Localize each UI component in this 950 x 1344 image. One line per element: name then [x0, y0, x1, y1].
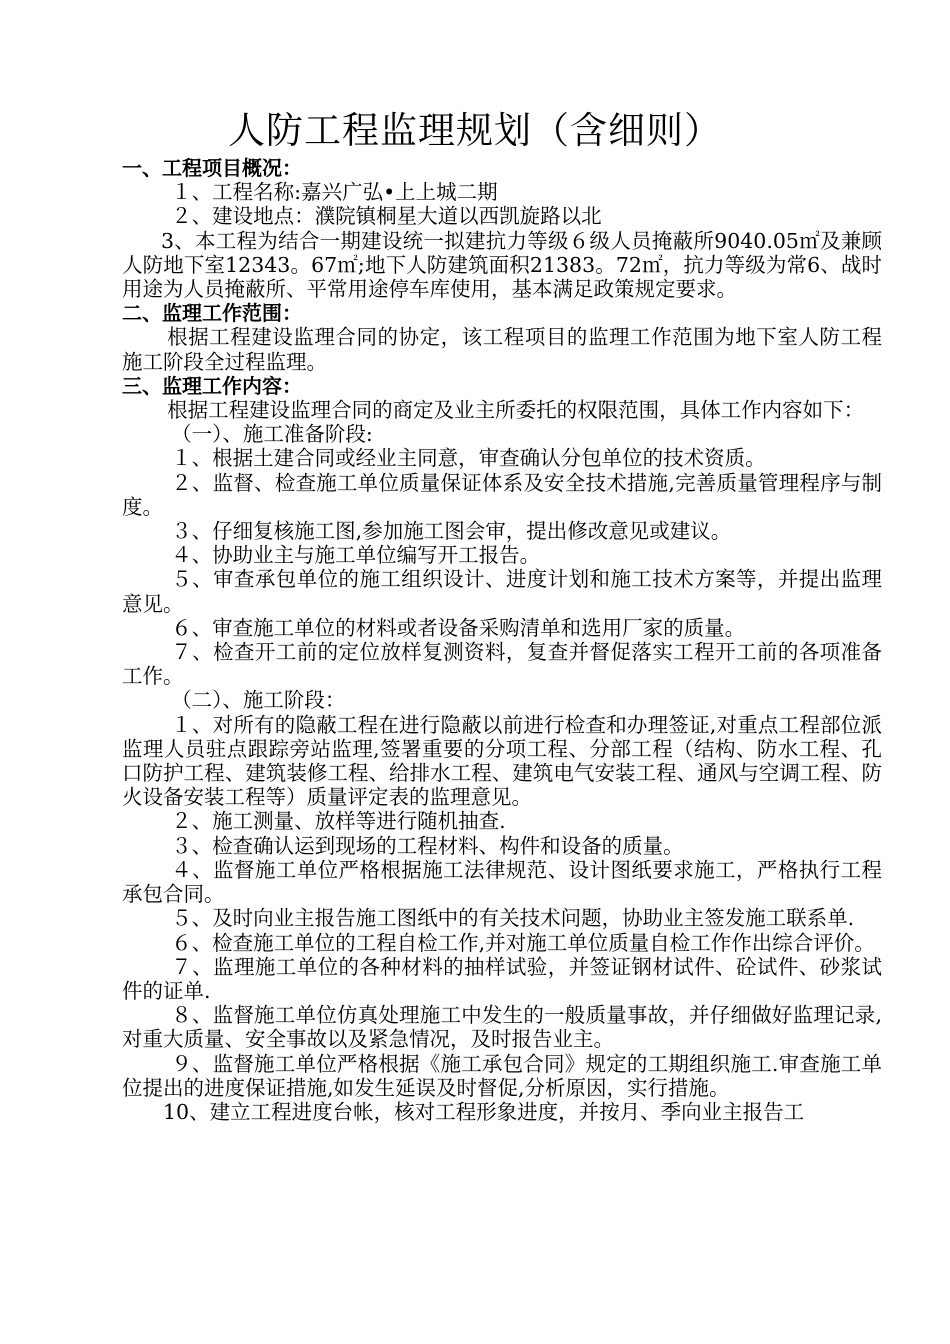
list-item: ５、审查承包单位的施工组织设计、进度计划和施工技术方案等，并提出监理意见。 — [122, 567, 882, 616]
paragraph: ２、建设地点：濮院镇桐星大道以西凯旋路以北 — [171, 204, 602, 229]
list-item: ７、检查开工前的定位放样复测资料，复查并督促落实工程开工前的各项准备工作。 — [122, 640, 882, 689]
paragraph: １、工程名称:嘉兴广弘•上上城二期 — [171, 180, 498, 205]
list-item: ９、监督施工单位严格根据《施工承包合同》规定的工期组织施工.审查施工单位提出的进度保证措施,如发生延误及时督促,分析原因，实行措施。 — [122, 1051, 882, 1100]
list-item: ７、监理施工单位的各种材料的抽样试验，并签证钢材试件、砼试件、砂浆试件的证单. — [122, 954, 882, 1003]
paragraph: 根据工程建设监理合同的协定，该工程项目的监理工作范围为地下室人防工程施工阶段全过程监理。 — [122, 325, 882, 374]
paragraph: 3、本工程为结合一期建设统一拟建抗力等级６级人员掩蔽所9040.05㎡及兼顾人防地下室12343。67㎡;地下人防建筑面积21383。72㎡，抗力等级为常6、战时用途为人员掩蔽所、平常用途停车库使用，基本满足政策规定要求。 — [122, 228, 882, 302]
document-body — [122, 156, 882, 1124]
list-item: １、对所有的隐蔽工程在进行隐蔽以前进行检查和办理签证,对重点工程部位派监理人员驻点跟踪旁站监理,签署重要的分项工程、分部工程（结构、防水工程、孔口防护工程、建筑装修工程、给排水工程、建筑电气安装工程、通风与空调工程、防火设备安装工程等）质量评定表的监理意见。 — [122, 712, 882, 810]
list-item: ８、监督施工单位仿真处理施工中发生的一般质量事故，并仔细做好监理记录,对重大质量、安全事故以及紧急情况，及时报告业主。 — [122, 1003, 882, 1052]
section-heading-scope: 二、监理工作范围： — [122, 301, 302, 326]
list-item: ２、监督、检查施工单位质量保证体系及安全技术措施,完善质量管理程序与制度。 — [122, 470, 882, 519]
paragraph: 根据工程建设监理合同的商定及业主所委托的权限范围，具体工作内容如下： — [167, 398, 865, 423]
section-heading-overview: 一、工程项目概况： — [122, 156, 302, 180]
list-item: ３、检查确认运到现场的工程材料、构件和设备的质量。 — [171, 833, 684, 858]
list-item: ４、监督施工单位严格根据施工法律规范、设计图纸要求施工，严格执行工程承包合同。 — [122, 857, 882, 907]
list-item: ３、仔细复核施工图,参加施工图会审，提出修改意见或建议。 — [171, 519, 732, 544]
subsection-heading-construction: （二）、施工阶段： — [171, 688, 346, 713]
list-item: ６、检查施工单位的工程自检工作,并对施工单位质量自检工作作出综合评价。 — [171, 930, 875, 955]
subsection-heading-preparation: （一）、施工准备阶段: — [171, 422, 373, 447]
list-item: ２、施工测量、放样等进行随机抽查. — [171, 809, 506, 834]
section-heading-content: 三、监理工作内容： — [122, 373, 302, 398]
list-item: ６、审查施工单位的材料或者设备采购清单和选用厂家的质量。 — [171, 615, 746, 640]
list-item: ４、协助业主与施工单位编写开工报告。 — [171, 543, 541, 568]
list-item: ５、及时向业主报告施工图纸中的有关技术问题，协助业主签发施工联系单. — [171, 906, 855, 931]
list-item: １、根据土建合同或经业主同意，审查确认分包单位的技术资质。 — [171, 446, 766, 471]
list-item: 10、建立工程进度台帐，核对工程形象进度，并按月、季向业主报告工 — [163, 1099, 805, 1124]
document-title: 人防工程监理规划（含细则） — [228, 109, 722, 152]
